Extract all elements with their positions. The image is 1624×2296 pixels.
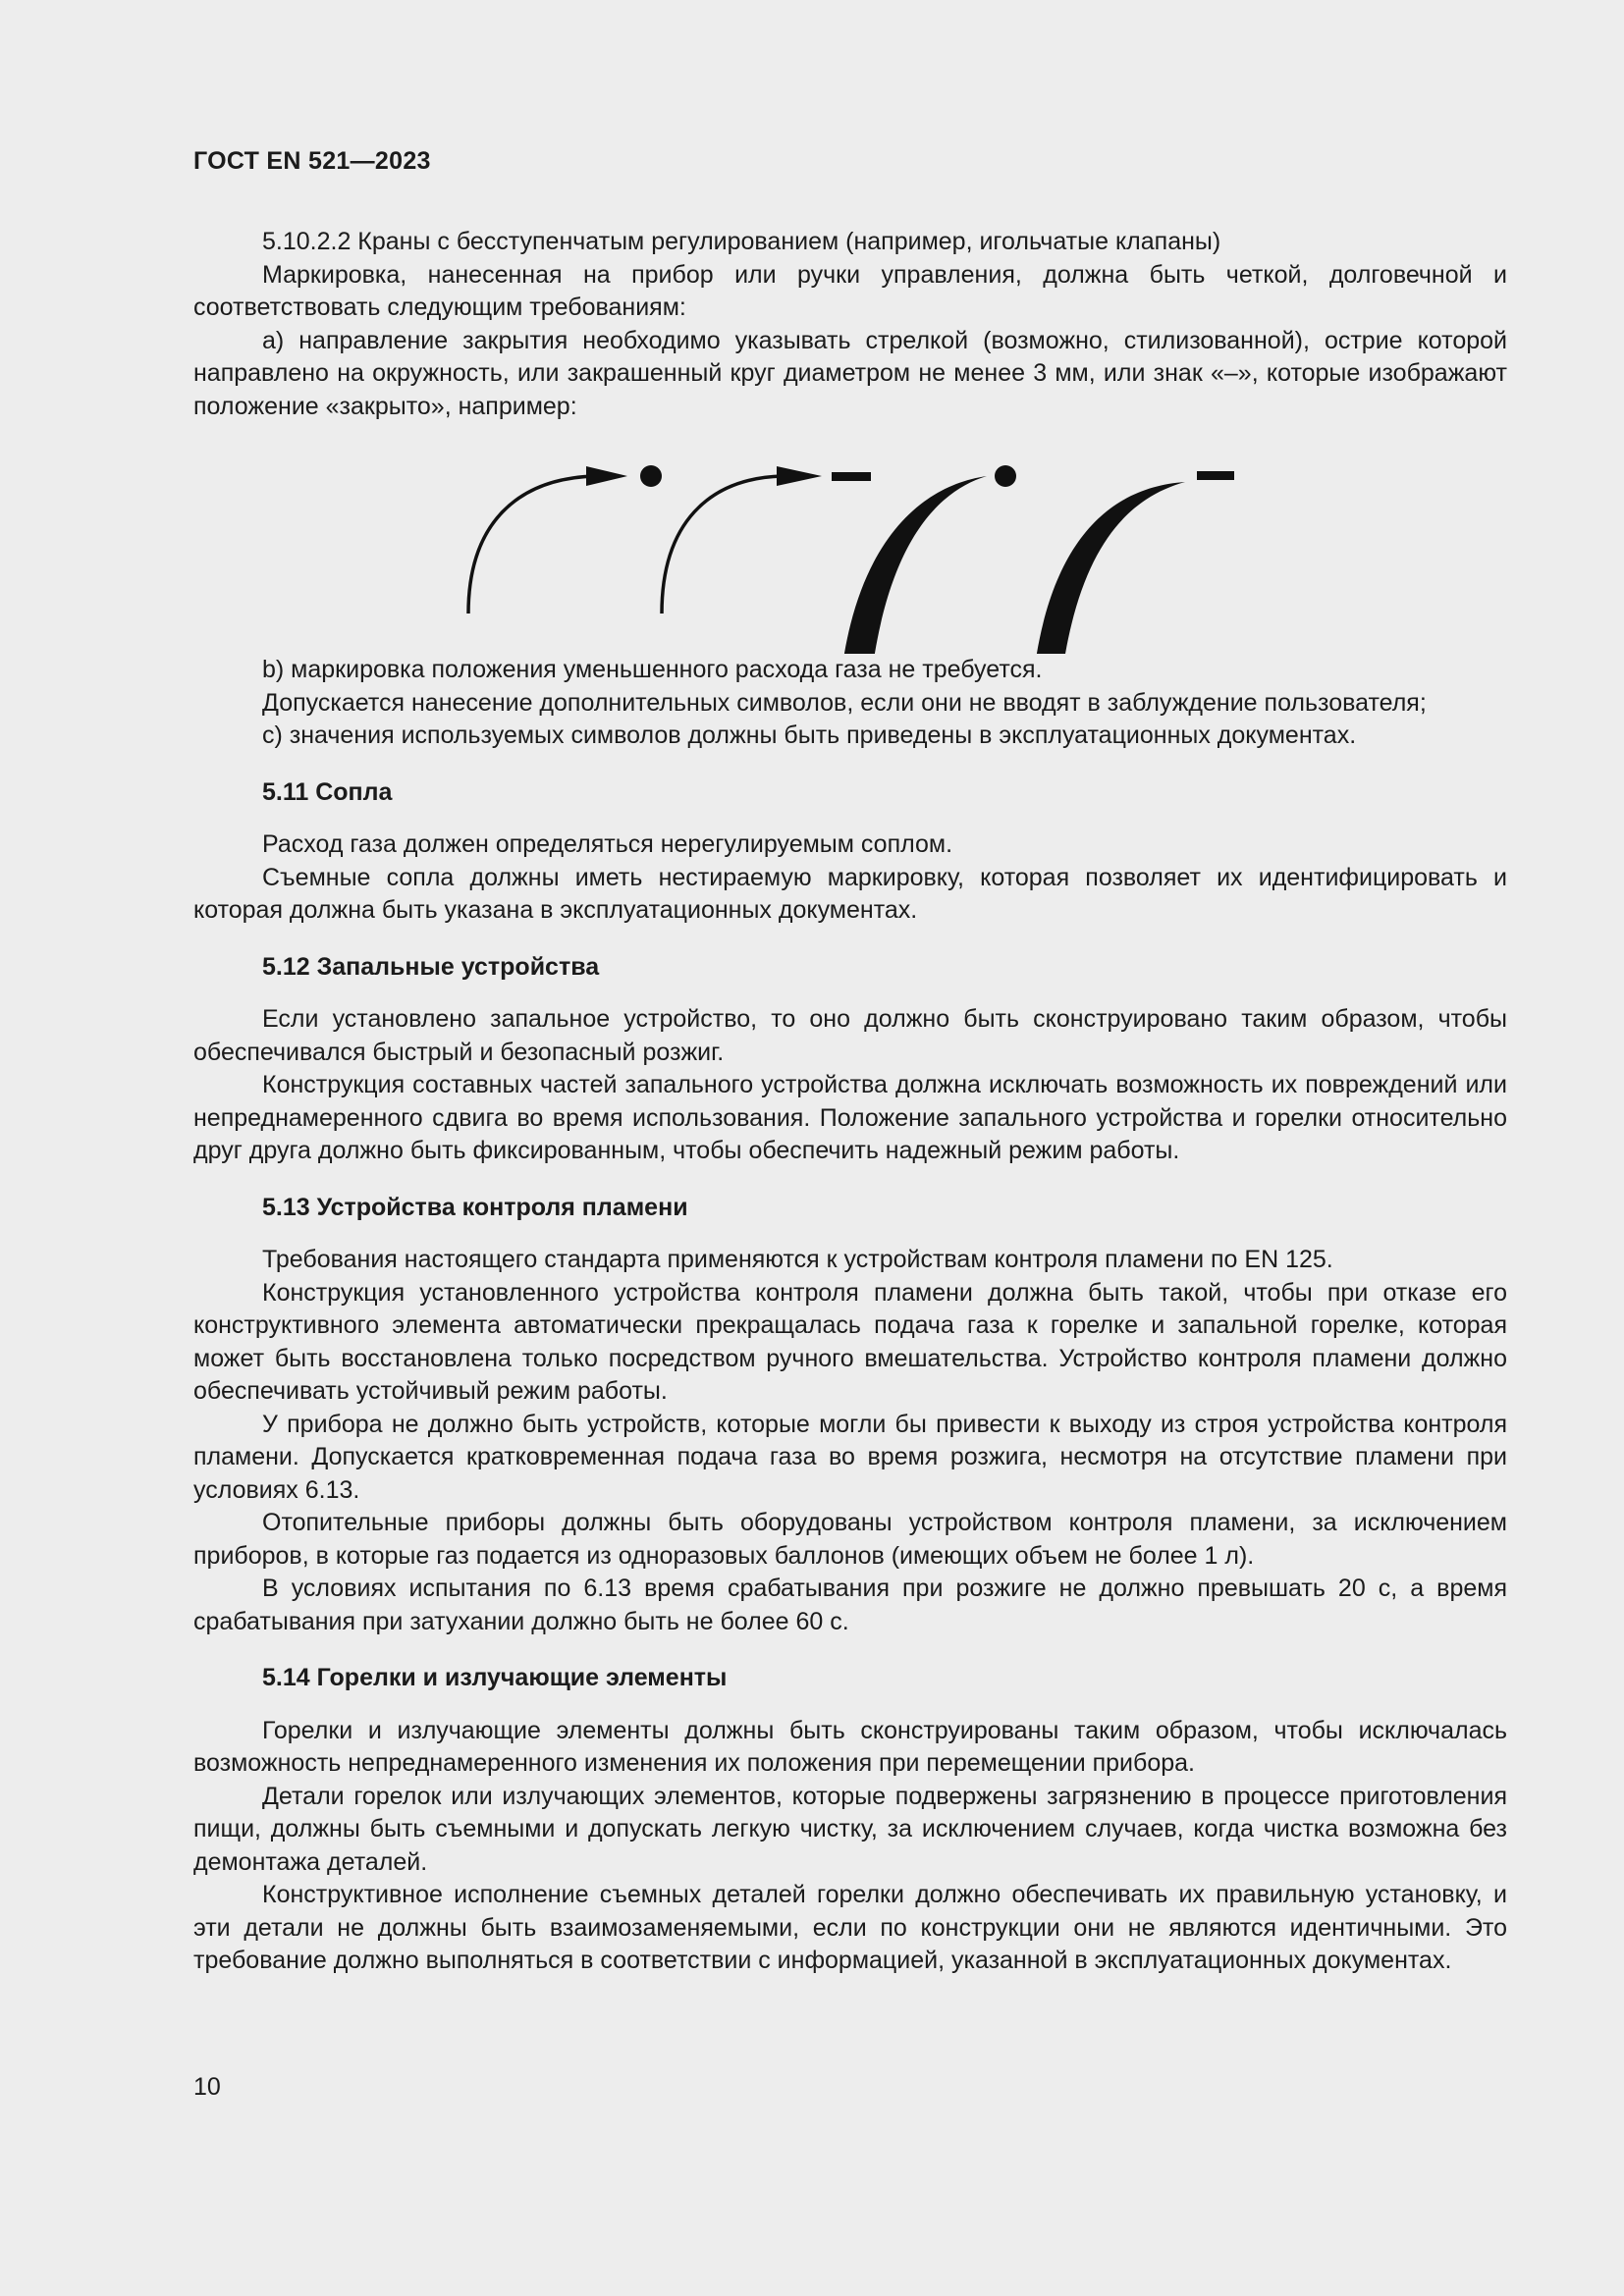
page-content	[193, 226, 1507, 1978]
paragraph: Детали горелок или излучающих элементов, которые подвержены загрязнению в процессе приготовления пищи, должны быть съемными и допускать легкую чистку, за исключением случаев, когда чистка возможна без демонтажа деталей.	[193, 1782, 1507, 1876]
symbols-svg	[193, 423, 1507, 654]
paragraph: У прибора не должно быть устройств, которые могли бы привести к выходу из строя устройства контроля пламени. Допускается кратковременная подача газа во время розжига, несмотря на отсутствие пламени при условиях 6.13.	[193, 1410, 1507, 1504]
list-item-a: a) направление закрытия необходимо указывать стрелкой (возможно, стилизованной), острие которой направлено на окружность, или закрашенный круг диаметром не менее 3 мм, или знак «–», которые изображают положение «закрыто», например:	[193, 326, 1507, 420]
list-item-b: b) маркировка положения уменьшенного расхода газа не требуется.	[262, 656, 1043, 683]
curved-wedge-to-dot-icon	[842, 465, 1016, 654]
arrow-to-dot-icon	[468, 465, 662, 614]
paragraph: Горелки и излучающие элементы должны быть сконструированы таким образом, чтобы исключалась возможность непреднамеренного изменения их положения при перемещении прибора.	[193, 1716, 1507, 1777]
paragraph: Маркировка, нанесенная на прибор или ручки управления, должна быть четкой, долговечной и соответствовать следующим требованиям:	[193, 260, 1507, 321]
page-number: 10	[193, 2073, 221, 2101]
paragraph: Если установлено запальное устройство, то оно должно быть сконструировано таким образом, чтобы обеспечивался быстрый и безопасный розжиг.	[193, 1005, 1507, 1066]
paragraph: Конструкция установленного устройства контроля пламени должна быть такой, чтобы при отказе его конструктивного элемента автоматически прекращалась подача газа к горелке и запальной горелке, которая может быть восстановлена только посредством ручного вмешательства. Устройство контроля пламени должно обеспечивать устойчивый режим работы.	[193, 1278, 1507, 1405]
paragraph: Конструкция составных частей запального устройства должна исключать возможность их повреждений или непреднамеренного сдвига во время использования. Положение запального устройства и горелки относительно друг друга должно быть фиксированным, чтобы обеспечить надежный режим работы.	[193, 1071, 1507, 1164]
list-item-c: c) значения используемых символов должны быть приведены в эксплуатационных документах.	[262, 721, 1357, 749]
paragraph: Требования настоящего стандарта применяются к устройствам контроля пламени по EN 125.	[262, 1246, 1333, 1273]
curved-wedge-to-dash-icon	[1035, 471, 1234, 654]
section-5-13-heading: 5.13 Устройства контроля пламени	[262, 1193, 688, 1221]
paragraph: Съемные сопла должны иметь нестираемую маркировку, которая позволяет их идентифицировать и которая должна быть указана в эксплуатационных документах.	[193, 863, 1507, 924]
paragraph: В условиях испытания по 6.13 время срабатывания при розжиге не должно превышать 20 с, а время срабатывания при затухании должно быть не более 60 с.	[193, 1575, 1507, 1635]
paragraph: Конструктивное исполнение съемных деталей горелки должно обеспечивать их правильную установку, и эти детали не должны быть взаимозаменяемыми, если по конструкции они не являются идентичными. Это требование должно выполняться в соответствии с информацией, указанной в эксплуатационных документах.	[193, 1881, 1507, 1974]
closed-position-symbols-figure	[193, 423, 1507, 654]
clause-5-10-2-2-title: 5.10.2.2 Краны с бесступенчатым регулированием (например, игольчатые клапаны)	[262, 228, 1221, 255]
standard-header: ГОСТ EN 521—2023	[193, 147, 431, 175]
section-5-11-heading: 5.11 Сопла	[262, 777, 393, 806]
paragraph: Расход газа должен определяться нерегулируемым соплом.	[262, 830, 953, 858]
section-5-12-heading: 5.12 Запальные устройства	[262, 952, 600, 981]
arrow-to-dash-icon	[662, 466, 871, 614]
paragraph: Допускается нанесение дополнительных символов, если они не вводят в заблуждение пользователя;	[262, 688, 1427, 717]
paragraph: Отопительные приборы должны быть оборудованы устройством контроля пламени, за исключением приборов, в которые газ подается из одноразовых баллонов (имеющих объем не более 1 л).	[193, 1509, 1507, 1570]
section-5-14-heading: 5.14 Горелки и излучающие элементы	[262, 1664, 728, 1691]
